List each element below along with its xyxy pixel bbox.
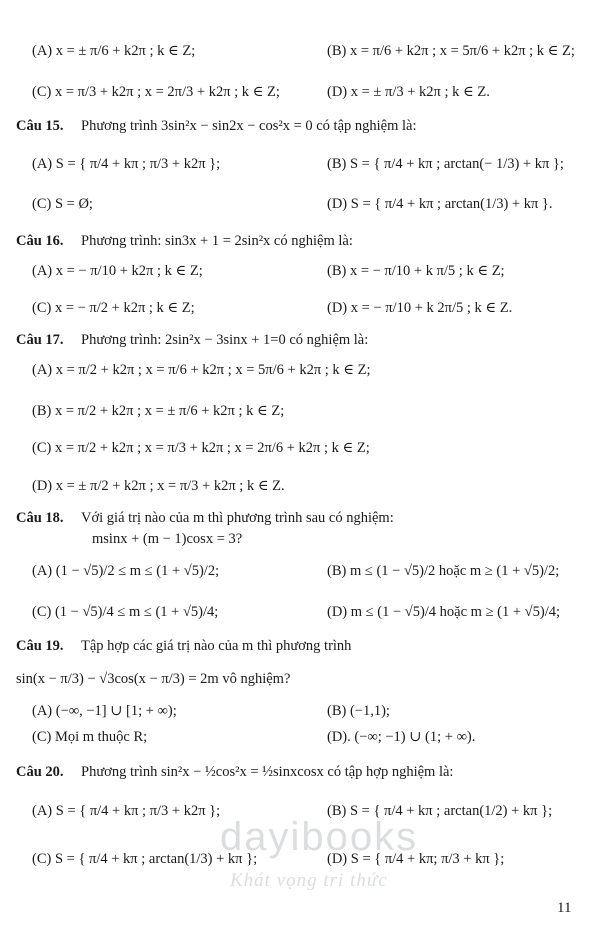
answer-option: (D) x = ± π/2 + k2π ; x = π/3 + k2π ; k ∈ Z. [32, 478, 285, 494]
answer-option: (C) x = π/3 + k2π ; x = 2π/3 + k2π ; k ∈ Z; [32, 84, 280, 100]
answer-option: (A) (−∞, −1] ∪ [1; + ∞); [32, 703, 177, 719]
watermark-slogan: Khát vọng tri thức [230, 870, 388, 891]
answer-option: (D). (−∞; −1) ∪ (1; + ∞). [327, 729, 476, 745]
answer-option: (B) S = { π/4 + kπ ; arctan(− 1/3) + kπ }; [327, 156, 564, 172]
answer-option: (D) x = ± π/3 + k2π ; k ∈ Z. [327, 84, 490, 100]
page-number: 11 [557, 900, 572, 916]
answer-option: (D) x = − π/10 + k 2π/5 ; k ∈ Z. [327, 300, 513, 316]
answer-option: (B) x = π/2 + k2π ; x = ± π/6 + k2π ; k ∈ Z; [32, 403, 285, 419]
question-text: Tập hợp các giá trị nào của m thì phương trình [81, 638, 352, 654]
equation: msinx + (m − 1)cosx = 3? [92, 531, 243, 547]
answer-option: (D) S = { π/4 + kπ; π/3 + kπ }; [327, 851, 505, 867]
question-text: Với giá trị nào của m thì phương trình sau có nghiệm: [81, 510, 394, 526]
answer-option: (A) x = π/2 + k2π ; x = π/6 + k2π ; x = 5π/6 + k2π ; k ∈ Z; [32, 362, 371, 378]
question-number: Câu 19. [16, 638, 64, 654]
watermark-brand: dayibooks [220, 815, 419, 859]
answer-option: (B) x = π/6 + k2π ; x = 5π/6 + k2π ; k ∈ Z; [327, 43, 575, 59]
answer-option: (D) m ≤ (1 − √5)/4 hoặc m ≥ (1 + √5)/4; [327, 604, 561, 620]
question-number: Câu 15. [16, 118, 64, 134]
answer-option: (C) x = π/2 + k2π ; x = π/3 + k2π ; x = 2π/6 + k2π ; k ∈ Z; [32, 440, 370, 456]
answer-option: (D) S = { π/4 + kπ ; arctan(1/3) + kπ }. [327, 196, 553, 212]
answer-option: (A) S = { π/4 + kπ ; π/3 + k2π }; [32, 803, 221, 819]
question-number: Câu 17. [16, 332, 64, 348]
answer-option: (A) (1 − √5)/2 ≤ m ≤ (1 + √5)/2; [32, 563, 220, 579]
answer-option: (A) x = ± π/6 + k2π ; k ∈ Z; [32, 43, 196, 59]
answer-option: (C) x = − π/2 + k2π ; k ∈ Z; [32, 300, 195, 316]
answer-option: (B) S = { π/4 + kπ ; arctan(1/2) + kπ }; [327, 803, 553, 819]
answer-option: (A) S = { π/4 + kπ ; π/3 + k2π }; [32, 156, 221, 172]
answer-option: (B) x = − π/10 + k π/5 ; k ∈ Z; [327, 263, 505, 279]
watermark [190, 815, 480, 915]
question-text: Phương trình: sin3x + 1 = 2sin²x có nghiệm là: [81, 233, 353, 249]
answer-option: (B) m ≤ (1 − √5)/2 hoặc m ≥ (1 + √5)/2; [327, 563, 560, 579]
answer-option: (C) S = Ø; [32, 196, 93, 212]
answer-option: (C) S = { π/4 + kπ ; arctan(1/3) + kπ }; [32, 851, 258, 867]
question-number: Câu 20. [16, 764, 64, 780]
question-number: Câu 18. [16, 510, 64, 526]
question-number: Câu 16. [16, 233, 64, 249]
answer-option: (A) x = − π/10 + k2π ; k ∈ Z; [32, 263, 203, 279]
answer-option: (C) Mọi m thuộc R; [32, 729, 148, 745]
question-text: Phương trình: 2sin²x − 3sinx + 1=0 có nghiệm là: [81, 332, 369, 348]
equation: sin(x − π/3) − √3cos(x − π/3) = 2m vô nghiệm? [16, 671, 291, 687]
answer-option: (C) (1 − √5)/4 ≤ m ≤ (1 + √5)/4; [32, 604, 219, 620]
question-text: Phương trình 3sin²x − sin2x − cos²x = 0 có tập nghiệm là: [81, 118, 417, 134]
question-text: Phương trình sin²x − ½cos²x = ½sinxcosx có tập hợp nghiệm là: [81, 764, 454, 780]
answer-option: (B) (−1,1); [327, 703, 390, 719]
